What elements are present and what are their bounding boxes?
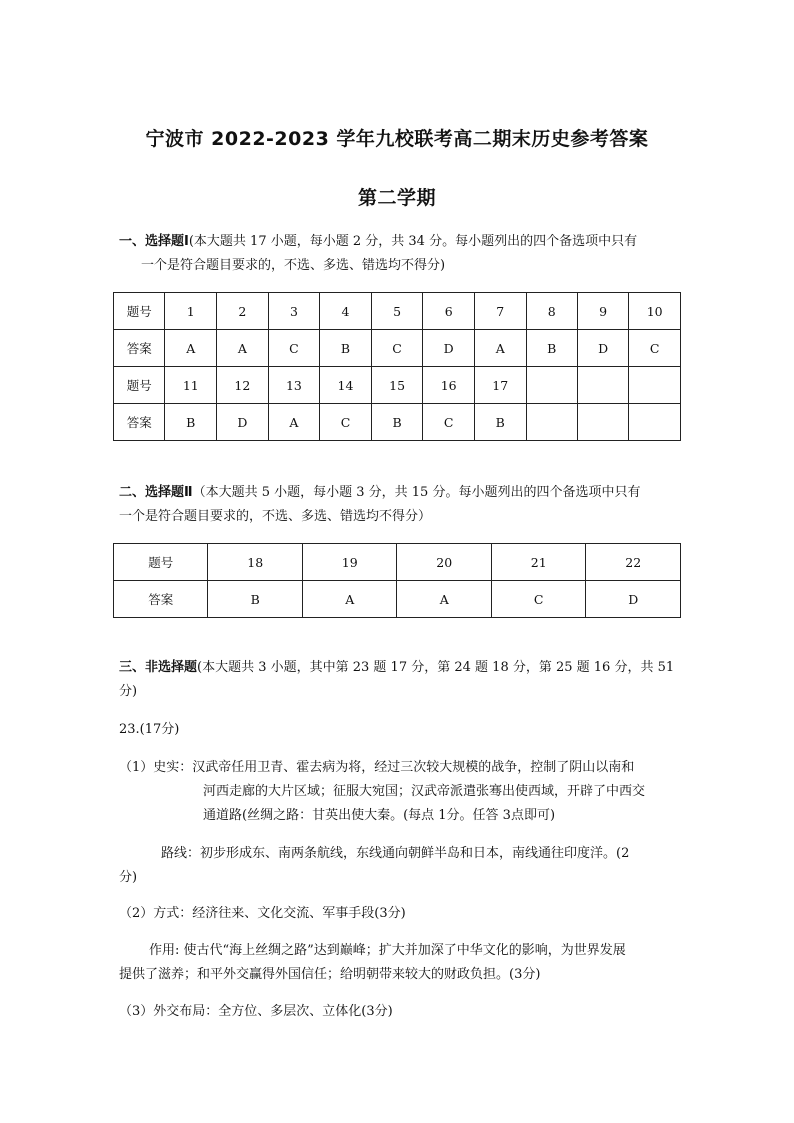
table1-cell: C (371, 330, 423, 367)
section2-heading: 二、选择题Ⅱ (119, 485, 193, 500)
table1-cell: 16 (423, 367, 475, 404)
q23-part1-text-1: 汉武帝任用卫青、霍去病为将，经过三次较大规模的战争，控制了阴山以南和 (192, 760, 635, 775)
table1-cell: 6 (423, 293, 475, 330)
table1-cell: B (371, 404, 423, 441)
q23-route-line1: 路线：初步形成东、南两条航线，东线通向朝鲜半岛和日本，南线通往印度洋。(2 (161, 846, 630, 861)
table2-cell: 19 (302, 544, 397, 581)
table2-cell: B (208, 581, 303, 618)
table1-cell (577, 367, 628, 404)
table1-cell: 14 (320, 367, 372, 404)
section1-line1 (119, 230, 679, 254)
section3-instructions (119, 656, 679, 704)
table1-cell: 8 (526, 293, 577, 330)
table1-row-header: 题号 (114, 367, 165, 404)
table1-cell: A (268, 404, 320, 441)
table2-row (114, 544, 681, 581)
table2-cell: 20 (397, 544, 492, 581)
table1-cell: 13 (268, 367, 320, 404)
table2-row-header: 答案 (114, 581, 208, 618)
table1-cell: D (423, 330, 475, 367)
q23-route-line2: 分) (119, 870, 138, 885)
table1-cell: C (320, 404, 372, 441)
section1-answer-table (113, 292, 681, 441)
table1-row-header: 题号 (114, 293, 165, 330)
table1-cell: 4 (320, 293, 372, 330)
table1-cell: 1 (165, 293, 217, 330)
table1-cell: 11 (165, 367, 217, 404)
table1-cell: 17 (474, 367, 526, 404)
q23-part3: （3）外交布局：全方位、多层次、立体化(3分) (119, 1004, 393, 1019)
table1-cell: B (320, 330, 372, 367)
section2-desc-1: （本大题共 5 小题，每小题 3 分，共 15 分。每小题列出的四个备选项中只有 (192, 485, 641, 500)
section1-desc-2: 一个是符合题目要求的，不选、多选、错选均不得分) (141, 258, 446, 273)
section1-instructions (119, 230, 679, 278)
table1-cell: 15 (371, 367, 423, 404)
section2-instructions (119, 481, 679, 529)
section3-heading: 三、非选择题 (119, 660, 198, 675)
section2-answer-table (113, 543, 681, 618)
table1-cell (629, 367, 681, 404)
q23-effect-line2: 提供了滋养；和平外交赢得外国信任；给明朝带来较大的财政负担。(3分) (119, 967, 541, 982)
section2-desc-2: 一个是符合题目要求的，不选、多选、错选均不得分） (119, 509, 432, 524)
q23-route (119, 842, 679, 890)
q23-part1-line1 (119, 756, 679, 780)
section3-desc-1: (本大题共 3 小题，其中第 23 题 17 分，第 24 题 18 分，第 25 题 16 分，共 51 (197, 660, 675, 675)
table1-cell: C (423, 404, 475, 441)
table1-cell: 2 (217, 293, 269, 330)
table1-cell: B (165, 404, 217, 441)
table1-cell: B (526, 330, 577, 367)
table1-cell: A (217, 330, 269, 367)
table2-row (114, 581, 681, 618)
section3-desc-2: 分) (119, 684, 138, 699)
q23-label: 23.(17分) (119, 722, 180, 737)
table1-cell: D (577, 330, 628, 367)
table1-cell (526, 367, 577, 404)
q23-part1-label: （1）史实： (119, 760, 193, 775)
table1-row-header: 答案 (114, 330, 165, 367)
table1-cell: C (268, 330, 320, 367)
q23-effect (119, 939, 679, 987)
page-title: 宁波市 2022-2023 学年九校联考高二期末历史参考答案 (145, 128, 649, 150)
table1-cell: 12 (217, 367, 269, 404)
table2-cell: A (302, 581, 397, 618)
table1-cell: A (165, 330, 217, 367)
table1-cell: 7 (474, 293, 526, 330)
table1-cell: 3 (268, 293, 320, 330)
q23-part1 (119, 756, 679, 828)
section1-heading: 一、选择题Ⅰ (119, 234, 189, 249)
table2-cell: D (586, 581, 681, 618)
table1-cell: D (217, 404, 269, 441)
table1-row (114, 367, 681, 404)
table1-cell (577, 404, 628, 441)
table1-cell: C (629, 330, 681, 367)
table1-row (114, 404, 681, 441)
table1-cell: 5 (371, 293, 423, 330)
table1-cell: 9 (577, 293, 628, 330)
table2-cell: A (397, 581, 492, 618)
table1-cell (526, 404, 577, 441)
section2-line1 (119, 481, 679, 505)
table1-cell: 10 (629, 293, 681, 330)
table2-cell: C (491, 581, 586, 618)
table1-cell: B (474, 404, 526, 441)
q23-part2: （2）方式：经济往来、文化交流、军事手段(3分) (119, 906, 406, 921)
table1-cell: A (474, 330, 526, 367)
table2-cell: 21 (491, 544, 586, 581)
table1-cell (629, 404, 681, 441)
q23-part1-text-3: 通道路(丝绸之路：甘英出使大秦。(每点 1分。任答 3点即可) (203, 808, 556, 823)
table1-row (114, 330, 681, 367)
section1-desc-1: (本大题共 17 小题，每小题 2 分，共 34 分。每小题列出的四个备选项中只有 (188, 234, 638, 249)
table2-row-header: 题号 (114, 544, 208, 581)
table2-cell: 18 (208, 544, 303, 581)
section3-line1 (119, 656, 679, 680)
page-subtitle: 第二学期 (357, 187, 436, 209)
table1-row (114, 293, 681, 330)
table2-cell: 22 (586, 544, 681, 581)
table1-row-header: 答案 (114, 404, 165, 441)
q23-part1-text-2: 河西走廊的大片区域；征服大宛国；汉武帝派遣张骞出使西域，开辟了中西交 (203, 784, 646, 799)
q23-effect-line1: 作用: 使古代“海上丝绸之路”达到巅峰；扩大并加深了中华文化的影响，为世界发展 (149, 943, 626, 958)
